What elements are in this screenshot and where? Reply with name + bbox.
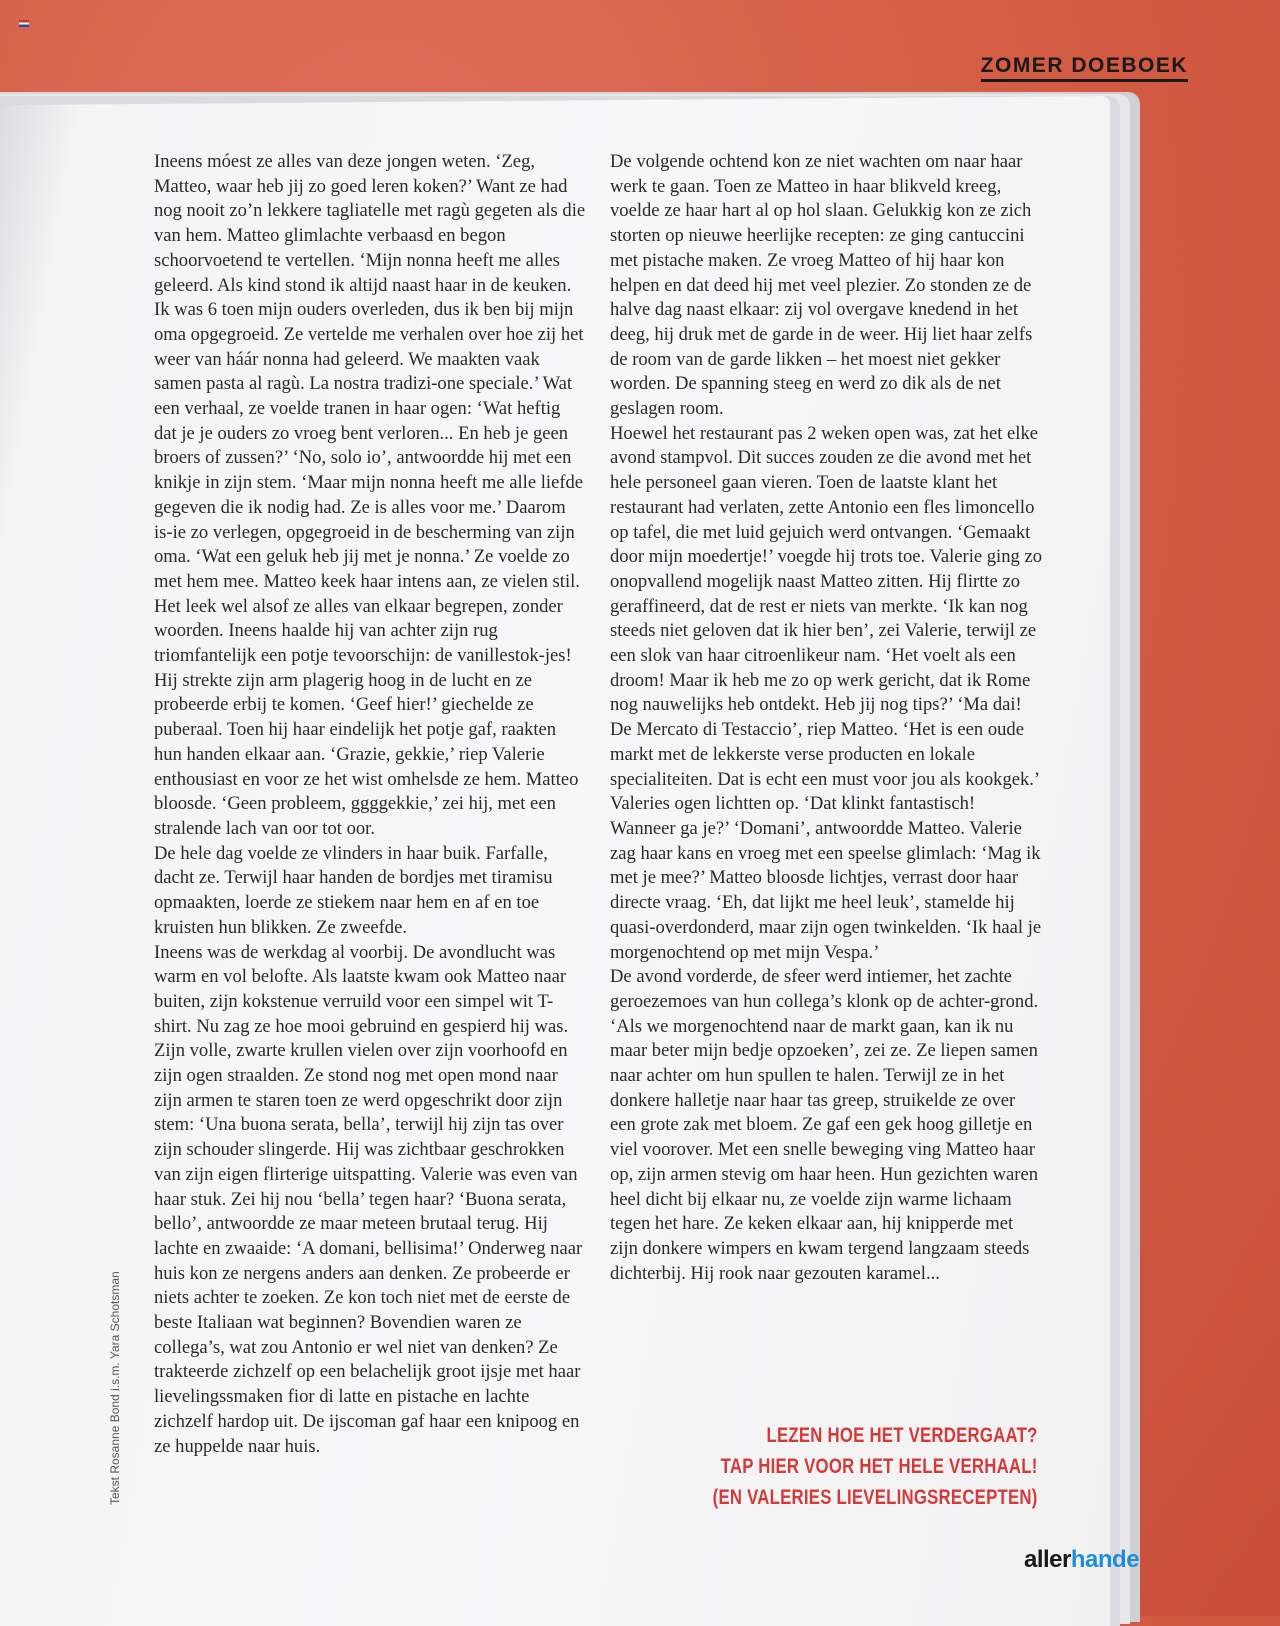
- paragraph: Hoewel het restaurant pas 2 weken open was, zat het elke avond stampvol. Dit succes zouden ze die avond met het hele personeel gaan vieren. Toen de laatste klant het restaurant had verlaten, zette Antonio een fles limoncello op tafel, die met luid gejuich werd ontvangen. ‘Gemaakt door mijn moedertje!’ voegde hij trots toe. Valerie ging zo onopvallend mogelijk naast Matteo zitten. Hij flirtte zo geraffineerd, dat de rest er niets van merkte. ‘Ik kan nog steeds niet geloven dat ik hier ben’, zei Valerie, terwijl ze een slok van haar citroenlikeur nam. ‘Het voelt als een droom! Maar ik heb me zo op werk gericht, dat ik Rome nog nauwelijks heb ontdekt. Heb jij nog tips?’ ‘Ma dai! De Mercato di Testaccio’, riep Matteo. ‘Het is een oude markt met de lekkerste verse producten en lokale specialiteiten. Dat is echt een must voor jou als kookgek.’ Valeries ogen lichtten op. ‘Dat klinkt fantastisch! Wanneer ga je?’ ‘Domani’, antwoordde Matteo. Valerie zag haar kans en vroeg met een speelse glimlach: ‘Mag ik met je mee?’ Matteo bloosde lichtjes, verrast door haar directe vraag. ‘Eh, dat lijkt me heel leuk’, stamelde hij quasi-overdonderd, maar zijn ogen twinkelden. ‘Ik haal je morgenochtend op met mijn Vespa.’: [610, 422, 1043, 963]
- read-more-link[interactable]: [713, 1420, 1038, 1513]
- paragraph: Ineens was de werkdag al voorbij. De avondlucht was warm en vol belofte. Als laatste kwam ook Matteo naar buiten, zijn kokstenue verruild voor een simpel wit T-shirt. Nu zag ze hoe mooi gebruind en gespierd hij was. Zijn volle, zwarte krullen vielen over zijn voorhoofd en zijn ogen straalden. Ze stond nog met open mond naar zijn armen te staren toen ze werd opgeschrikt door zijn stem: ‘Una buona serata, bella’, terwijl hij zijn tas over zijn schouder slingerde. Hij was zichtbaar geschrokken van zijn eigen flirterige uitspatting. Valerie was even van haar stuk. Zei hij nou ‘bella’ tegen haar? ‘Buona serata, bello’, antwoordde ze maar meteen brutaal terug. Hij lachte en zwaaide: ‘A domani, bellisima!’ Onderweg naar huis kon ze nergens anders aan denken. Ze probeerde er niets achter te zoeken. Ze kon toch niet met de eerste de beste Italiaan wat beginnen? Bovendien waren ze collega’s, wat zou Antonio er wel niet van denken? Ze trakteerde zichzelf op een belachelijk groot ijsje met haar lievelingssmaken fior di latte en pistache en lachte zichzelf hardop uit. De ijscoman gaf haar een knipoog en ze huppelde naar huis.: [154, 941, 583, 1457]
- paragraph: De volgende ochtend kon ze niet wachten om naar haar werk te gaan. Toen ze Matteo in haar blikveld kreeg, voelde ze haar hart al op hol slaan. Gelukkig kon ze zich storten op nieuwe heerlijke recepten: ze ging cantuccini met pistache maken. Ze vroeg Matteo of hij haar kon helpen en dat deed hij met veel plezier. Zo stonden ze de halve dag naast elkaar: zij vol overgave knedend in het deeg, hij druk met de garde in de weer. Hij liet haar zelfs de room van de garde likken – het moest niet gekker worden. De spanning steeg en werd zo dik als de net geslagen room.: [610, 151, 1033, 420]
- section-title: ZOMER DOEBOEK: [981, 54, 1188, 82]
- language-flag-icon[interactable]: [19, 20, 29, 27]
- article-column-right: [610, 150, 1044, 1286]
- allerhande-logo: [1024, 1546, 1139, 1574]
- paragraph: De avond vorderde, de sfeer werd intiemer, het zachte geroezemoes van hun collega’s klonk op de achter-grond. ‘Als we morgenochtend naar de markt gaan, kan ik nu maar beter mijn bedje opzoeken’, zei ze. Ze liepen samen naar achter om hun spullen te halen. Terwijl ze in het donkere halletje naar haar tas greep, struikelde ze over een grote zak met bloem. Ze gaf een gek hoog gilletje en viel voorover. Met een snelle beweging ving Matteo haar op, zijn armen stevig om haar heen. Hun gezichten waren heel dicht bij elkaar nu, ze voelde zijn warme lichaam tegen het hare. Ze keken elkaar aan, hij knipperde met zijn donkere wimpers en kwam tergend langzaam steeds dichterbij. Hij rook naar gezouten karamel...: [610, 966, 1039, 1284]
- logo-part: aller: [1024, 1546, 1071, 1573]
- logo-part: hande: [1070, 1546, 1140, 1573]
- author-credit: Tekst Rosanne Bond i.s.m. Yara Schotsman: [108, 1271, 122, 1505]
- cta-line[interactable]: LEZEN HOE HET VERDERGAAT?: [766, 1423, 1038, 1447]
- article-column-left: [154, 150, 586, 1459]
- cta-line[interactable]: (EN VALERIES LIEVELINGSRECEPTEN): [713, 1485, 1038, 1509]
- paragraph: De hele dag voelde ze vlinders in haar buik. Farfalle, dacht ze. Terwijl haar handen de bordjes met tiramisu opmaakten, loerde ze stiekem naar hem en af en toe kruisten hun blikken. Ze zweefde.: [154, 842, 553, 938]
- cta-line[interactable]: TAP HIER VOOR HET HELE VERHAAL!: [721, 1454, 1038, 1478]
- paragraph: Ineens móest ze alles van deze jongen weten. ‘Zeg, Matteo, waar heb jij zo goed leren koken?’ Want ze had nog nooit zo’n lekkere tagliatelle met ragù gegeten als die van hem. Matteo glimlachte verbaasd en begon schoorvoetend te vertellen. ‘Mijn nonna heeft me alles geleerd. Als kind stond ik altijd naast haar in de keuken. Ik was 6 toen mijn ouders overleden, dus ik ben bij mijn oma opgegroeid. Ze vertelde me verhalen over hoe zij het weer van háár nonna had geleerd. We maakten vaak samen pasta al ragù. La nostra tradizi-one speciale.’ Wat een verhaal, ze voelde tranen in haar ogen: ‘Wat heftig dat je je ouders zo vroeg bent verloren... En heb je geen broers of zussen?’ ‘No, solo io’, antwoordde hij met een knikje in zijn stem. ‘Maar mijn nonna heeft me alle liefde gegeven die ik nodig had. Ze is alles voor me.’ Daarom is-ie zo verlegen, opgegroeid in de bescherming van zijn oma. ‘Wat een geluk heb jij met je nonna.’ Ze voelde zo met hem mee. Matteo keek haar intens aan, ze vielen stil. Het leek wel alsof ze alles van elkaar begrepen, zonder woorden. Ineens haalde hij van achter zijn rug triomfantelijk een potje tevoorschijn: de vanillestok-jes! Hij strekte zijn arm plagerig hoog in de lucht en ze probeerde erbij te komen. ‘Geef hier!’ giechelde ze puberaal. Toen hij haar eindelijk het potje gaf, raakten hun handen elkaar aan. ‘Grazie, gekkie,’ riep Valerie enthousiast en voor ze het wist omhelsde ze hem. Matteo bloosde. ‘Geen probleem, ggggekkie,’ zei hij, met een stralende lach van oor tot oor.: [154, 151, 586, 839]
